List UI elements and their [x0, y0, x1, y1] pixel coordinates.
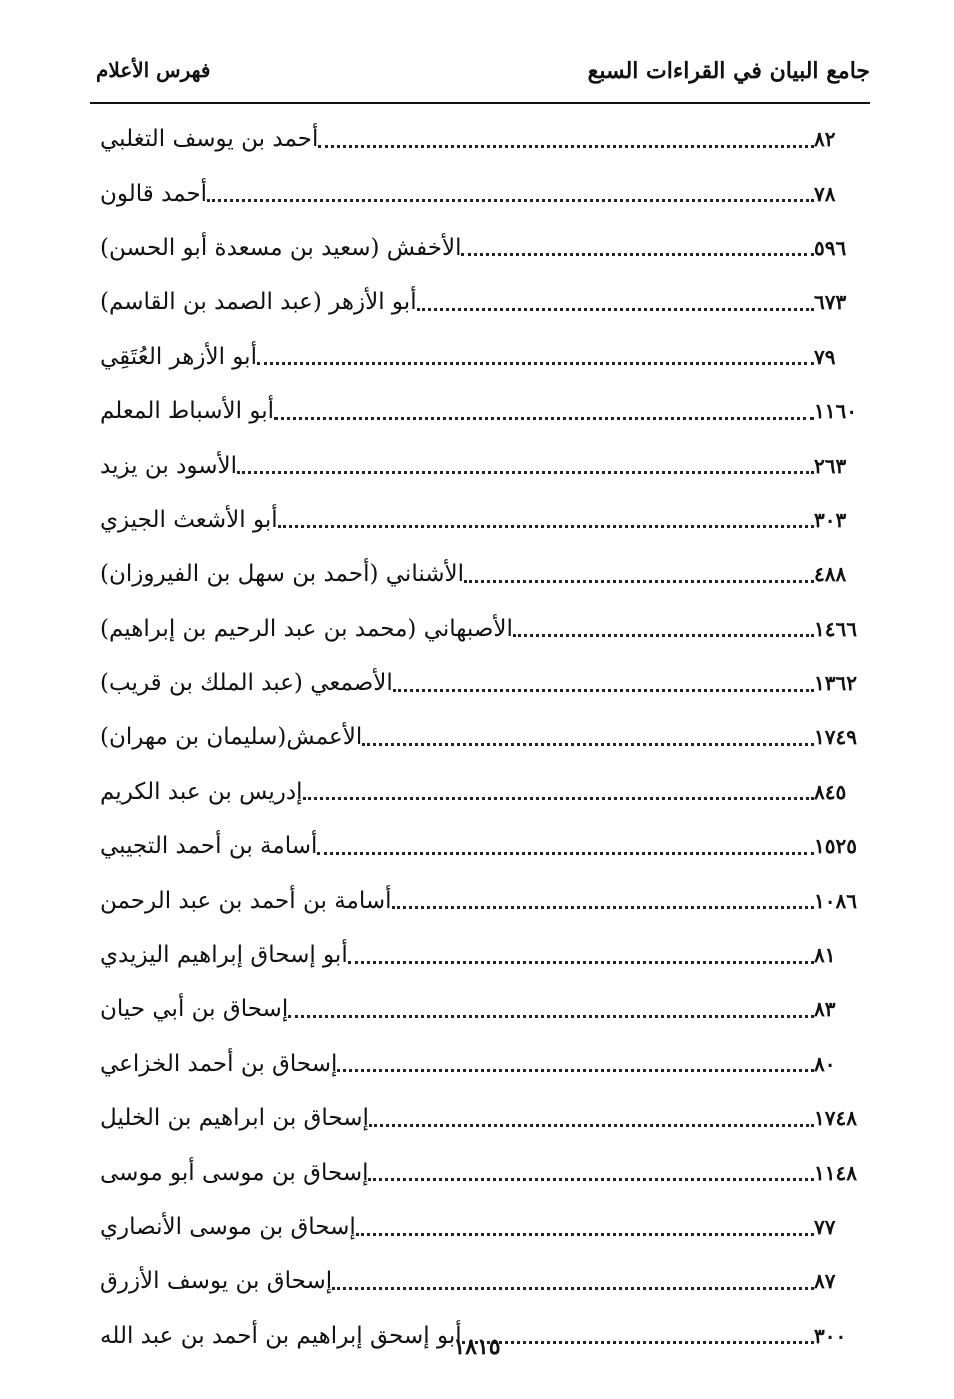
entry-page-number: ٧٧ — [814, 1215, 836, 1239]
index-entry — [92, 438, 876, 492]
entry-page-number: ٧٩ — [814, 344, 836, 369]
leader-dots — [464, 580, 814, 583]
leader-dots — [356, 1233, 814, 1236]
entry-name: أحمد بن يوسف التغلبي — [100, 126, 319, 153]
entry-page-number: ١٧٤٨ — [814, 1106, 857, 1131]
entry-page-number: ١٤٦٦ — [814, 616, 857, 641]
entry-name: أحمد قالون — [100, 180, 208, 207]
index-entry — [92, 547, 876, 601]
leader-dots — [368, 1178, 814, 1181]
index-entry — [92, 873, 876, 927]
leader-dots — [317, 852, 814, 855]
index-entry — [92, 330, 876, 384]
leader-dots — [237, 471, 814, 474]
page-number: ١٨١٥ — [453, 1334, 501, 1360]
leader-dots — [278, 525, 814, 528]
entry-page-number: ٨٧ — [814, 1269, 836, 1294]
entry-page-number: ١٧٤٩ — [814, 725, 857, 750]
index-entry — [92, 928, 876, 982]
leader-dots — [288, 1015, 814, 1018]
entry-name: الأصمعي (عبد الملك بن قريب) — [100, 670, 393, 697]
entry-page-number: ٨٢ — [814, 127, 836, 152]
entry-name: أبو الأزهر (عبد الصمد بن القاسم) — [100, 289, 417, 316]
entry-page-number: ٥٩٦ — [814, 235, 847, 260]
entry-name: أبو الأسباط المعلم — [100, 398, 275, 425]
leader-dots — [207, 199, 814, 202]
entry-page-number: ٨١ — [814, 943, 836, 968]
entry-name: أبو الأزهر العُتَقِي — [100, 343, 257, 370]
leader-dots — [392, 906, 814, 909]
index-entry — [92, 819, 876, 873]
index-entry — [92, 1145, 876, 1199]
index-entry — [92, 112, 876, 166]
leader-dots — [369, 1124, 814, 1127]
leader-dots — [337, 1069, 814, 1072]
entry-name: الأسود بن يزيد — [100, 452, 238, 479]
leader-dots — [274, 417, 814, 420]
entry-name: أسامة بن أحمد التجيبي — [100, 833, 318, 860]
entry-page-number: ٧٨ — [814, 181, 836, 206]
entry-name: إسحاق بن ابراهيم بن الخليل — [100, 1105, 369, 1132]
index-entry — [92, 656, 876, 710]
entry-name: إسحاق بن موسى أبو موسى — [100, 1159, 369, 1186]
names-index-list — [92, 112, 876, 1363]
entry-name: الأصبهاني (محمد بن عبد الرحيم بن إبراهيم) — [100, 615, 513, 642]
entry-name: إسحاق بن أحمد الخزاعي — [100, 1050, 338, 1077]
entry-page-number: ٦٧٣ — [814, 290, 847, 315]
entry-name: أسامة بن أحمد بن عبد الرحمن — [100, 887, 392, 914]
entry-page-number: ٤٨٨ — [814, 562, 847, 587]
entry-name: الأعمش(سليمان بن مهران) — [100, 724, 363, 751]
index-entry — [92, 384, 876, 438]
entry-name: أبو إسحق إبراهيم بن أحمد بن عبد الله — [100, 1322, 462, 1349]
entry-page-number: ٨٣ — [814, 997, 836, 1022]
entry-page-number: ١٣٦٢ — [814, 671, 857, 696]
entry-page-number: ٢٦٣ — [814, 453, 847, 478]
index-entry — [92, 1200, 876, 1254]
index-entry — [92, 1091, 876, 1145]
entry-name: الأشناني (أحمد بن سهل بن الفيروزان) — [100, 561, 465, 588]
index-entry — [92, 493, 876, 547]
entry-name: إدريس بن عبد الكريم — [100, 778, 303, 805]
leader-dots — [362, 743, 814, 746]
entry-page-number: ٨٠ — [814, 1051, 836, 1076]
entry-page-number: ١١٦٠ — [814, 399, 857, 424]
leader-dots — [303, 797, 814, 800]
entry-name: إسحاق بن يوسف الأزرق — [100, 1268, 333, 1295]
entry-name: الأخفش (سعيد بن مسعدة أبو الحسن) — [100, 234, 462, 261]
section-title: فهرس الأعلام — [96, 58, 211, 82]
leader-dots — [461, 253, 814, 256]
page-header — [90, 56, 870, 104]
index-entry — [92, 275, 876, 329]
index-entry — [92, 221, 876, 275]
leader-dots — [513, 634, 814, 637]
entry-page-number: ٨٤٥ — [814, 779, 847, 804]
index-entry — [92, 166, 876, 220]
index-entry — [92, 602, 876, 656]
entry-page-number: ١٠٨٦ — [814, 888, 857, 913]
index-entry — [92, 1037, 876, 1091]
leader-dots — [393, 689, 814, 692]
entry-name: أبو الأشعث الجيزي — [100, 506, 278, 533]
leader-dots — [318, 145, 814, 148]
index-entry — [92, 1254, 876, 1308]
leader-dots — [332, 1287, 814, 1290]
index-entry — [92, 982, 876, 1036]
leader-dots — [257, 362, 814, 365]
leader-dots — [348, 961, 814, 964]
index-entry — [92, 765, 876, 819]
book-title: جامع البيان في القراءات السبع — [587, 58, 870, 84]
leader-dots — [417, 308, 814, 311]
entry-name: إسحاق بن موسى الأنصاري — [100, 1214, 356, 1240]
index-entry — [92, 710, 876, 764]
entry-page-number: ٣٠٠ — [814, 1323, 847, 1348]
entry-name: أبو إسحاق إبراهيم اليزيدي — [100, 942, 348, 969]
entry-page-number: ١٥٢٥ — [814, 834, 857, 859]
entry-page-number: ١١٤٨ — [814, 1160, 857, 1185]
entry-page-number: ٣٠٣ — [814, 507, 847, 532]
entry-name: إسحاق بن أبي حيان — [100, 996, 289, 1023]
